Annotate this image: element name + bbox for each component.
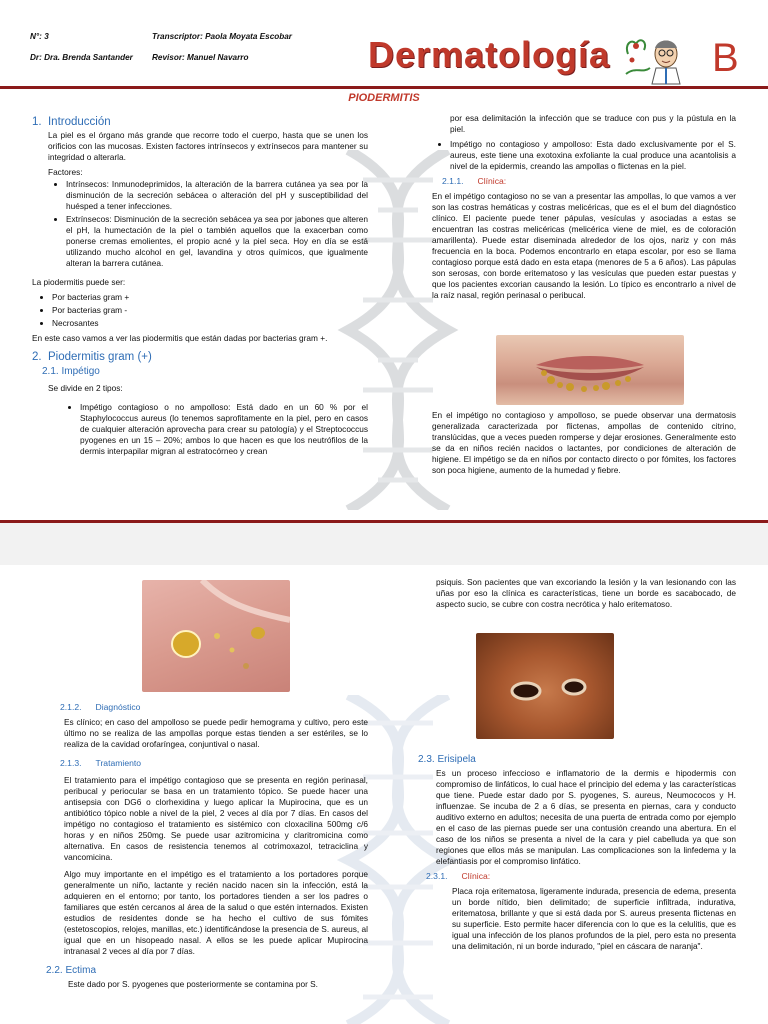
factores-list <box>48 179 368 269</box>
page2-right-column <box>436 577 736 614</box>
page-2 <box>0 565 768 1024</box>
tratamiento-paragraph-1: El tratamiento para el impétigo contagioso que se presenta en región perinasal, peribucal y periocular se basa en un tratamiento tópico. Se puede hacer una antisepsia con DG6 o clorhexidina y luego aplicar la Mupirocina, que es un antibiótico tópico noble a nivel de la piel, 2 veces al día por 7 días. En casos del impétigo no contagioso el tratamiento es sistémico con cloxacilina 500mg c/6 horas y en niños 250mg. Se puede usar azitromicina y claritromicina como alternativa. En casos de resistencia tenemos al cotrimoxazol, tetraciclina y vancomicina. <box>64 775 368 862</box>
page2-right-column-bottom <box>416 751 736 956</box>
intro-paragraph: La piel es el órgano más grande que recorre todo el cuerpo, hasta que se unen los orificios con las mucosas. Existen factores intrínsecos y extrínsecos para mantener su integridad o alterarla. <box>48 130 368 162</box>
list-item: • Impétigo contagioso o no ampolloso: Está dado en un 60 % por el Staphylococcus aureus (lo tenemos saprofitamente en la piel, pero en casos de cualquier alteración aprovecha para crear su patología) y el Streptococcus pyogenes en un 15 – 20%; ambos lo que hacen es que los neutrófilos de la dermis interpapilar migran al estratocórneo y crean <box>80 402 368 457</box>
factores-label: Factores: <box>48 167 83 177</box>
doctor-logo-icon <box>622 30 702 86</box>
header-doctor: Dr: Dra. Brenda Santander <box>30 53 133 62</box>
list-item: • Por bacterias gram + <box>52 292 368 303</box>
erisipela-paragraph: Es un proceso infeccioso e inflamatorio de la dermis e hipodermis con compromiso de linfáticos, lo cual hace el principio del edema y las características que tiene. Puede estar dado por S. pyogenes, S. aureus, Neumococos y H. influenzae. Se incuba de 2 a 6 días, se presenta en piernas, cara y conducto auditivo externo en adultos; necesita de una puerta de entrada como por ejemplo en el caso de las piernas puede ser una contusión creando una abertura. En el caso de los niños se presenta a nivel de la cara y piel cabelluda ya que son regiones que ellos más se manipulan. Las complicaciones son la linfedema y la elefantiasis por el compromiso linfático. <box>436 768 736 866</box>
header-rule <box>0 86 768 89</box>
diagnostico-paragraph: Es clínico; en caso del ampolloso se puede pedir hemograma y cultivo, pero este último no se realiza de las ampollas porque estas tienden a ser estériles, se lo realiza de la cavidad orofaríngea, conjuntival o nasal. <box>64 717 368 749</box>
page1-right-column <box>432 113 736 305</box>
impetigo-heading: 2.1. Impétigo <box>42 366 100 377</box>
header-number: N°: 3 <box>30 32 49 41</box>
erisipela-heading: 2.3. Erisipela <box>418 754 476 765</box>
impetigo-types-list-2 <box>432 139 736 172</box>
caso-paragraph: En este caso vamos a ver las piodermitis que están dadas por bacterias gram +. <box>32 333 328 343</box>
page-separator <box>0 520 768 568</box>
ectima-photo <box>476 633 614 739</box>
divide-label: Se divide en 2 tipos: <box>48 383 123 393</box>
header-reviewer: Revisor: Manuel Navarro <box>152 53 249 62</box>
brand-title: Dermatología <box>368 34 611 75</box>
list-item: • Necrosantes <box>52 318 368 329</box>
list-item: • Impétigo no contagioso y ampolloso: Esta dado exclusivamente por el S. aureus, este tiene una exotoxina exfoliante la cual produce una acantolisis a nivel de la epidermis, creando las ampollas o flictenas en la piel. <box>450 139 736 172</box>
continuation-paragraph: por esa delimitación la infección que se traduce con pus y la pústula en la piel. <box>450 113 736 134</box>
tratamiento-heading: 2.1.3. Tratamiento <box>60 758 142 768</box>
ectima-heading: 2.2. Ectima <box>46 965 97 976</box>
types-list <box>34 292 368 329</box>
diagnostico-heading: 2.1.2. Diagnóstico <box>60 702 141 712</box>
tratamiento-paragraph-2: Algo muy importante en el impétigo es el tratamiento a los portadores porque generalmente un niño, lactante y recién nacido nacen sin la infección, está la adquieren en el entorno; por tanto, los portadores tienden a ser los padres o familiares que estén cercanos al área de la salud o que estén internados. Existen estudios de residentes donde se ha hecho el cultivo de sus fómites (estetoscopios, relojes, manillas, etc.) identificándose la presencia de S. aureus, al igual que en un hisopeado nasal. A ellos se les puede aplicar Mupirocina intranasal 2 veces al día por 7 días. <box>64 869 368 956</box>
page-title: PIODERMITIS <box>348 92 420 104</box>
impetigo-types-list <box>62 402 368 457</box>
section-gram-heading: 2. Piodermitis gram (+) <box>32 351 152 363</box>
page2-left-column <box>32 699 368 994</box>
ectima-continuation-paragraph: psiquis. Son pacientes que van excoriando la lesión y la van lesionando con las uñas por eso la clínica es características, tiene un borde es sacabocado, de aspecto sucio, se cubre con costra necrótica y halo eritematoso. <box>436 577 736 609</box>
ampollas-photo <box>142 580 290 692</box>
ectima-paragraph: Este dado por S. pyogenes que posteriormente se contamina por S. <box>68 979 318 989</box>
clinica-heading: 2.1.1. Clínica: <box>442 176 507 186</box>
clinica-paragraph: En el impétigo contagioso no se van a presentar las ampollas, lo que vamos a ver son las costras hemáticas y costras melicéricas, que es el el bum del diagnóstico clínico. El paciente puede tener pápulas, vesículas y asociadas a estas se encuentran las costras melicéricas (melicérica viene de miel, es de coloración amarillenta). Puede estar diseminada alrededor de los ojos, nariz y con más frecuencia en la boca. Podemos encontrarlo en etapa escolar, por eso se llama contagioso porque está dado en esta etapa (menores de 5 a 6 años). Las pápulas son serosas, con borde eritematoso y las vesículas que pueden estar puestas y que los pacientes excorian causando la lesión. Lo típico es encontrarlo a nivel de la raíz nasal, región perinasal o peribucal. <box>432 191 736 300</box>
list-item: • Extrínsecos: Disminución de la secreción sebácea ya sea por jabones que alteren el pH, la humectación de la piel o también aquellos que la exacerban como ponerse cremas emolientes, el propio acné y la piel seca. Hoy en día se está utilizando mucho alcohol en gel, lavandina y otros químicos, que igualmente alteran la barrera cutánea. <box>66 214 368 269</box>
header-transcriber: Transcriptor: Paola Moyata Escobar <box>152 32 292 41</box>
erisipela-clinica-heading: 2.3.1. Clínica: <box>426 871 491 881</box>
page1-right-column-bottom <box>432 410 736 480</box>
list-item: • Por bacterias gram - <box>52 305 368 316</box>
list-item: • Intrínsecos: Inmunodeprimidos, la alteración de la barrera cutánea ya sea por la disminución de la secreción sebácea o alteración del pH y susceptibilidad del huésped a tener infecciones. <box>66 179 368 212</box>
ampolloso-paragraph: En el impétigo no contagioso y ampolloso, se puede observar una dermatosis generalizada caracterizada por flictenas, ampollas de contenido citrino, translúcidas, que a veces pueden romperse y dejar erosiones. Generalmente esto se da en niños recién nacidos o lactantes, por condiciones de alteración de higiene. El impétigo se da en niños por contacto directo o por fómites, los factores son poca higiene, aumento de la humedad y fiebre. <box>432 410 736 475</box>
piodermitis-ser-label: La piodermitis puede ser: <box>32 277 126 287</box>
section-letter: B <box>712 36 739 80</box>
erisipela-clinica-paragraph: Placa roja eritematosa, ligeramente indurada, presencia de edema, presenta un borde nítido, bien delimitado; de superficie infiltrada, indurativa, eritematosa, brillante y que si está dada por S. aureus presenta flictenas en su superficie. Esto permite hacer diferencia con lo que es la celulitis, que es igual una infección de los planos profundos de la piel, pero esta no presenta una delimitación, ni un borde indurado, "piel en cáscara de naranja". <box>452 886 736 951</box>
impetigo-lips-photo <box>496 335 684 405</box>
page1-left-column <box>32 113 368 461</box>
section-introduccion-heading: 1. Introducción <box>32 116 111 128</box>
